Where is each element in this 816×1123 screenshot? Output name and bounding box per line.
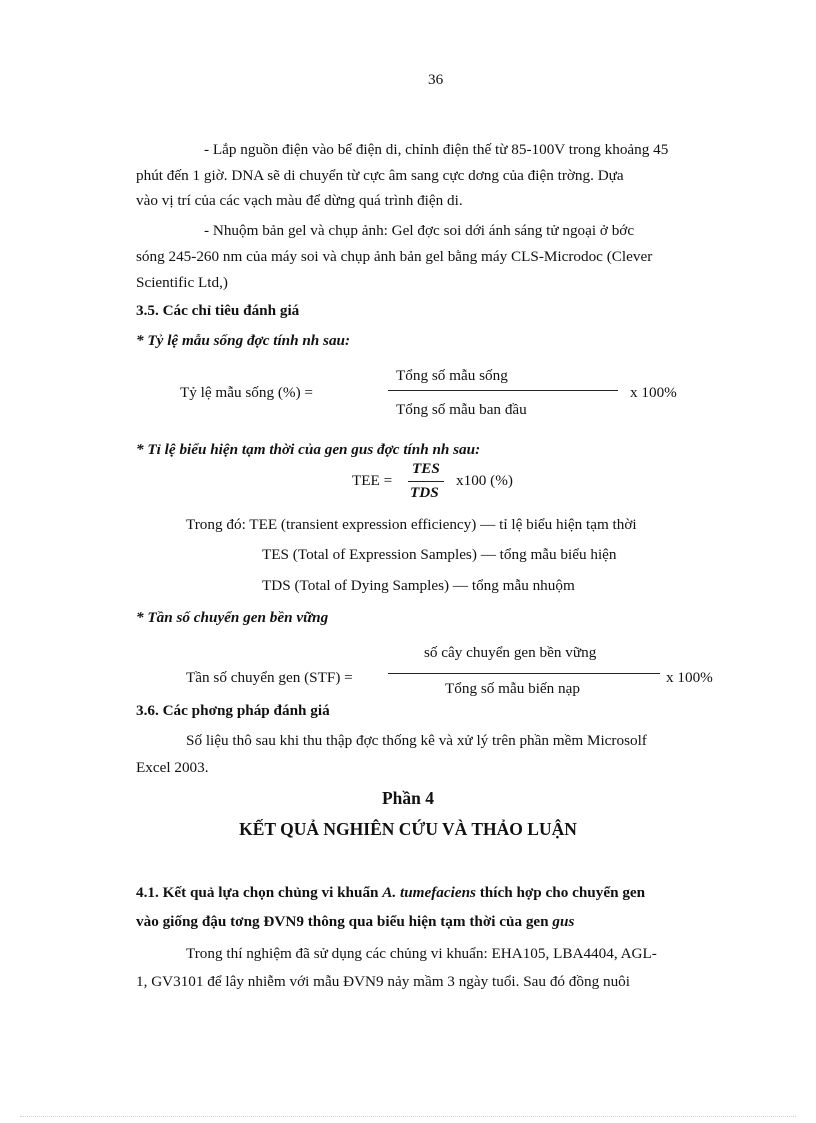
section-3-5-heading: 3.5. Các chỉ tiêu đánh giá — [136, 302, 300, 319]
formula-2-multiplier: x100 (%) — [456, 472, 513, 489]
bullet-2-line-1: - Nhuộm bản gel và chụp ảnh: Gel đợc soi dới ánh sáng tử ngoại ở bớc — [204, 222, 635, 239]
survival-rate-subheading: * Tỷ lệ mẫu sống đợc tính nh sau: — [136, 332, 351, 349]
formula-1-multiplier: x 100% — [630, 384, 677, 401]
formula-3-multiplier: x 100% — [666, 669, 713, 686]
section-4-1-heading-line-1 — [136, 884, 645, 902]
bullet-2-line-2: sóng 245-260 nm của máy soi và chụp ảnh bản gel bằng máy CLS-Microdoc (Clever — [136, 248, 653, 265]
transient-expression-subheading: * Tỉ lệ biểu hiện tạm thời của gen gus đợc tính nh sau: — [136, 441, 481, 458]
formula-3-denominator: Tổng số mẫu biến nạp — [445, 680, 580, 697]
section-4-1-paragraph-line-2: 1, GV3101 để lây nhiễm với mẫu ĐVN9 nảy mầm 3 ngày tuổi. Sau đó đồng nuôi — [136, 973, 630, 990]
formula-1-fraction-bar — [388, 390, 618, 391]
footer-dotted-rule — [20, 1116, 796, 1117]
part-title: Phần 4 — [381, 788, 435, 808]
section-3-6-line-1: Số liệu thô sau khi thu thập đợc thống kê và xử lý trên phần mềm Microsolf — [186, 732, 647, 749]
section-4-1-heading-line-2 — [136, 913, 574, 931]
section-3-6-heading: 3.6. Các phơng pháp đánh giá — [136, 702, 330, 719]
page-number: 36 — [428, 71, 444, 88]
stable-transformation-subheading: * Tần số chuyển gen bền vững — [136, 609, 329, 626]
section-4-1-heading-prefix: 4.1. Kết quả lựa chọn chủng vi khuẩn — [136, 884, 383, 901]
formula-3-numerator: số cây chuyển gen bền vững — [424, 644, 597, 661]
formula-2-numerator: TES — [412, 460, 440, 477]
section-4-1-heading-suffix: thích hợp cho chuyển gen — [475, 884, 646, 901]
gene-name: gus — [552, 913, 575, 930]
where-line-1: Trong đó: TEE (transient expression efficiency) — tỉ lệ biểu hiện tạm thời — [186, 516, 637, 533]
formula-2-denominator: TDS — [410, 484, 439, 501]
bullet-1-line-2: phút đến 1 giờ. DNA sẽ di chuyển từ cực âm sang cực dơng của điện trờng. Dựa — [136, 167, 624, 184]
section-4-1-paragraph-line-1: Trong thí nghiệm đã sử dụng các chủng vi khuẩn: EHA105, LBA4404, AGL- — [186, 945, 657, 962]
formula-1-numerator: Tổng số mẫu sống — [396, 367, 508, 384]
formula-3-fraction-bar — [388, 673, 660, 674]
formula-2-label: TEE = — [352, 472, 393, 489]
bullet-2-line-3: Scientific Ltd,) — [136, 274, 228, 291]
formula-1-label: Tỷ lệ mẫu sống (%) = — [180, 384, 313, 401]
species-name: A. tumefaciens — [382, 884, 476, 901]
formula-1-denominator: Tổng số mẫu ban đầu — [396, 401, 527, 418]
formula-3-label: Tần số chuyển gen (STF) = — [186, 669, 353, 686]
part-subtitle: KẾT QUẢ NGHIÊN CỨU VÀ THẢO LUẬN — [239, 819, 577, 839]
where-line-2: TES (Total of Expression Samples) — tổng mẫu biểu hiện — [262, 546, 617, 563]
where-line-3: TDS (Total of Dying Samples) — tổng mẫu nhuộm — [262, 577, 575, 594]
section-4-1-heading-line-2-text: vào giống đậu tơng ĐVN9 thông qua biểu hiện tạm thời của gen — [136, 913, 553, 930]
bullet-1-line-3: vào vị trí của các vạch màu để dừng quá trình điện di. — [136, 192, 463, 209]
bullet-1-line-1: - Lắp nguồn điện vào bể điện di, chỉnh điện thế từ 85-100V trong khoảng 45 — [204, 141, 669, 158]
formula-2-fraction-bar — [408, 481, 444, 482]
section-3-6-line-2: Excel 2003. — [136, 759, 209, 776]
